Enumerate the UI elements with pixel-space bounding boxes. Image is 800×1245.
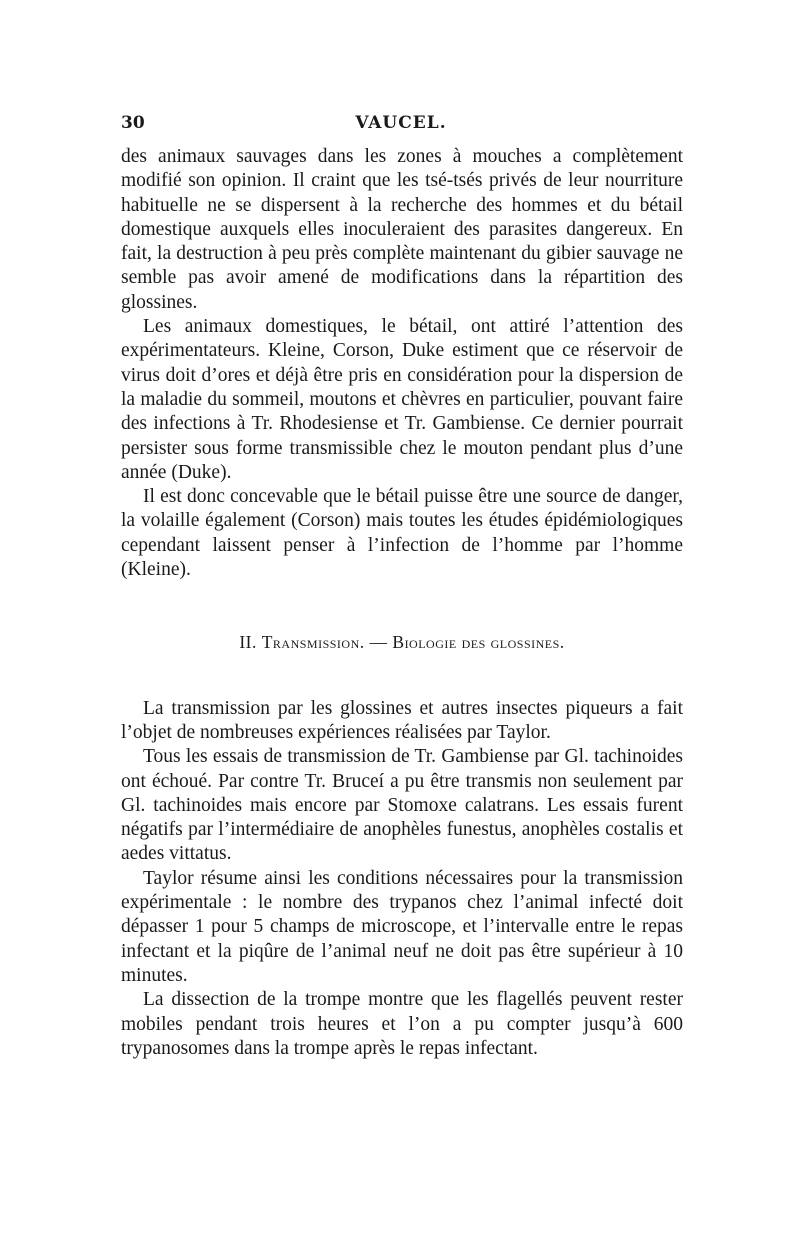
section-title-part1: Transmission.: [261, 632, 365, 653]
running-title: VAUCEL.: [355, 113, 447, 133]
paragraph: Il est donc concevable que le bétail puisse être une source de danger, la volaille également (Corson) mais toutes les études épidémiologiques cependant laissent penser à l’infection de l’homme par l’homme (Kleine).: [121, 486, 683, 581]
section-dash: —: [369, 632, 388, 653]
section-number: II.: [239, 632, 257, 653]
section-heading: [121, 630, 683, 654]
running-head: [121, 113, 681, 137]
paragraph: Les animaux domestiques, le bétail, ont attiré l’attention des expérimentateurs. Kleine, Corson, Duke estiment que ce réservoir de virus doit d’ores et déjà être pris en considération pour la dispersion de la maladie du sommeil, moutons et chèvres en particulier, pouvant faire des infections à Tr. Rhodesiense et Tr. Gambiense. Ce dernier pourrait persister sous forme transmissible chez le mouton pendant plus d’une année (Duke).: [121, 316, 683, 483]
paragraph: Taylor résume ainsi les conditions nécessaires pour la transmission expérimentale : le nombre des trypanos chez l’animal infecté doit dépasser 1 pour 5 champs de microscope, et l’intervalle entre le repas infectant et la piqûre de l’animal neuf ne doit pas être supérieur à 10 minutes.: [121, 867, 683, 986]
paragraph: La dissection de la trompe montre que les flagellés peuvent rester mobiles pendant trois heures et l’on a pu compter jusqu’à 600 trypanosomes dans la trompe après le repas infectant.: [121, 989, 683, 1059]
paragraph: Tous les essais de transmission de Tr. Gambiense par Gl. tachinoides ont échoué. Par contre Tr. Bruceí a pu être transmis non seulement par Gl. tachinoides mais encore par Stomoxe calatrans. Les essais furent négatifs par l’intermédiaire de anophèles funestus, anophèles costalis et aedes vittatus.: [121, 746, 683, 865]
paragraph: La transmission par les glossines et autres insectes piqueurs a fait l’objet de nombreuses expériences réalisées par Taylor.: [121, 697, 683, 743]
section-title-part2: Biologie des glossines.: [392, 632, 565, 653]
body-text: [121, 145, 683, 1061]
page-number: 30: [121, 113, 145, 133]
paragraph: des animaux sauvages dans les zones à mouches a complètement modifié son opinion. Il craint que les tsé-tsés privés de leur nourriture habituelle ne se dispersent à la recherche des hommes et du bétail domestique auxquels elles inoculeraient des parasites dangereux. En fait, la destruction à peu près complète maintenant du gibier sauvage ne semble pas avoir amené de modifications dans la répartition des glossines.: [121, 146, 683, 313]
